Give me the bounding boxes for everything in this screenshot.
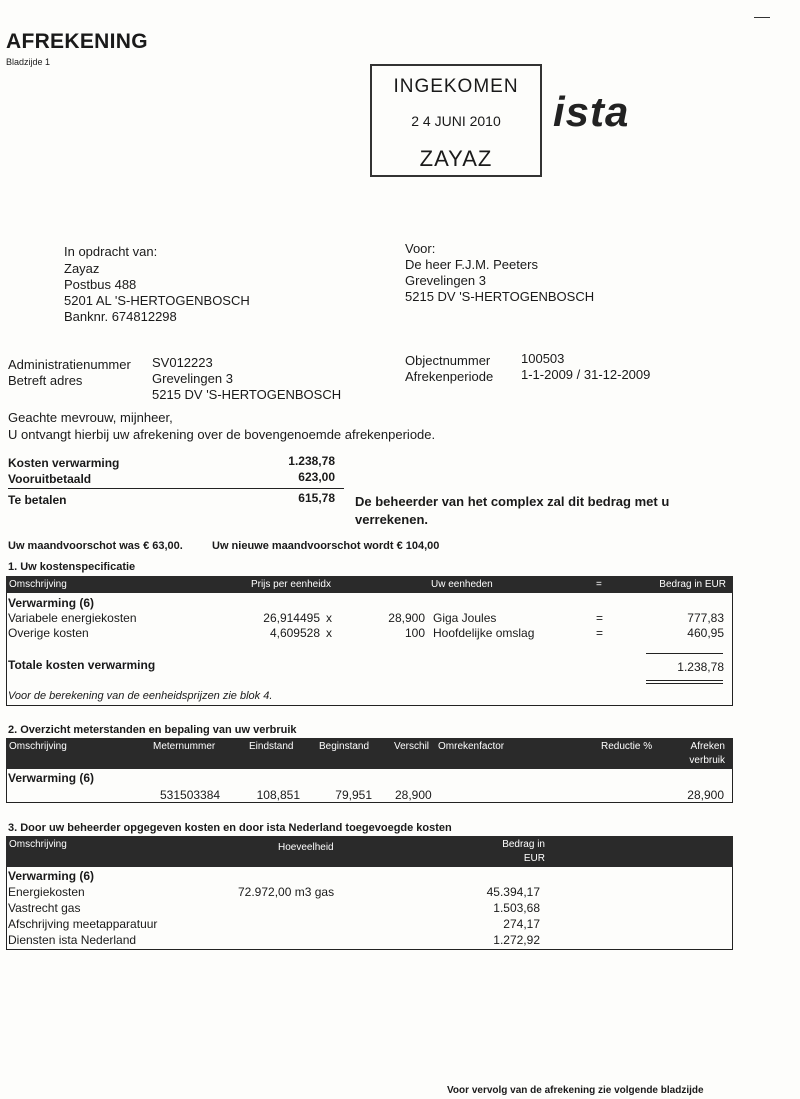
s3-row1-qty: 72.972,00 m3 gas [238,885,335,899]
section1-group: Verwarming (6) [8,596,95,610]
recipient-city: 5215 DV 'S-HERTOGENBOSCH [405,289,595,304]
section3-title: 3. Door uw beheerder opgegeven kosten en door ista Nederland toegevoegde kosten [8,822,452,834]
row2-price: 4,609528 [269,626,320,640]
period-value: 1-1-2009 / 31-12-2009 [521,367,651,382]
col-unit-price: Prijs per eenheid [250,579,326,590]
page-number: Bladzijde 1 [6,57,51,67]
cost-specification-table [6,576,733,706]
recipient-label: Voor: [405,241,436,256]
begin-reading: 79,951 [335,788,372,802]
row2-unit: Hoofdelijke omslag [433,626,535,640]
recipient-name: De heer F.J.M. Peeters [405,257,538,272]
col3-amount1: Bedrag in [502,839,545,850]
col2-begin: Beginstand [319,741,370,752]
col2-settle2: verbruik [689,755,725,766]
col2-reduction: Reductie % [601,741,653,752]
row1-unit: Giga Joules [433,611,497,625]
heating-costs-label: Kosten verwarming [8,456,120,470]
row2-eq: = [596,626,604,640]
col2-diff: Verschil [394,741,430,752]
amount-due-value: 615,78 [298,491,335,505]
s3-row4-desc: Diensten ista Nederland [8,933,137,947]
section3-group: Verwarming (6) [8,869,95,883]
meter-number: 531503384 [160,788,221,802]
address-line1: Grevelingen 3 [152,371,233,386]
ista-logo: ista [553,88,630,135]
s3-row1-desc: Energiekosten [8,885,85,899]
stamp-date: 2 4 JUNI 2010 [411,113,501,129]
double-rule-1 [646,680,723,681]
s3-row1-amount: 45.394,17 [486,885,540,899]
s3-row2-amount: 1.503,68 [493,901,540,915]
col-units: Uw eenheden [431,579,493,590]
col2-settle1: Afreken [690,741,725,752]
row1-amount: 777,83 [687,611,724,625]
col2-end: Eindstand [249,741,294,752]
row2-amount: 460,95 [687,626,724,640]
section2-header [6,738,733,769]
sender-po: Postbus 488 [64,277,137,292]
old-advance: Uw maandvoorschot was € 63,00. [8,540,183,552]
sender-city: 5201 AL 'S-HERTOGENBOSCH [64,293,250,308]
summary-divider [8,488,344,489]
double-rule-2 [646,683,723,684]
address-line2: 5215 DV 'S-HERTOGENBOSCH [152,387,342,402]
admin-number-value: SV012223 [152,355,213,370]
heating-costs-value: 1.238,78 [288,454,335,468]
settlement-note-line1: De beheerder van het complex zal dit bedrag met u [355,494,670,509]
col2-meter: Meternummer [153,741,216,752]
difference: 28,900 [395,788,432,802]
col3-quantity: Hoeveelheid [278,842,334,853]
greeting: Geachte mevrouw, mijnheer, [8,410,173,425]
footer-note: Voor vervolg van de afrekening zie volgende bladzijde [447,1085,704,1096]
s3-row4-amount: 1.272,92 [493,933,540,947]
corner-mark [754,17,770,18]
col3-amount2: EUR [523,853,545,864]
col-amount: Bedrag in EUR [659,579,726,590]
col-description: Omschrijving [9,579,67,590]
received-stamp [370,64,542,177]
col2-factor: Omrekenfactor [438,741,505,752]
sender-bank: Banknr. 674812298 [64,309,177,324]
section1-title: 1. Uw kostenspecificatie [8,561,136,573]
document-title: AFREKENING [6,30,148,53]
section1-total-value: 1.238,78 [677,660,724,674]
object-number-value: 100503 [521,351,565,366]
amount-due-label: Te betalen [8,493,67,507]
end-reading: 108,851 [256,788,300,802]
new-advance: Uw nieuwe maandvoorschot wordt € 104,00 [212,540,440,552]
stamp-line3: ZAYAZ [419,146,493,171]
col-equals: = [596,579,602,590]
sender-label: In opdracht van: [64,244,158,259]
s3-row2-desc: Vastrecht gas [8,901,81,915]
section1-header [6,576,733,593]
total-rule [646,653,723,654]
settled-usage: 28,900 [687,788,724,802]
section2-group: Verwarming (6) [8,771,95,785]
address-label: Betreft adres [8,373,83,388]
s3-row3-desc: Afschrijving meetapparatuur [8,917,158,931]
stamp-line1: INGEKOMEN [393,76,519,97]
row2-qty: 100 [404,626,425,640]
section3-header [6,836,733,867]
col3-description: Omschrijving [9,839,67,850]
settlement-note-line2: verrekenen. [355,512,428,527]
recipient-street: Grevelingen 3 [405,273,486,288]
admin-number-label: Administratienummer [8,357,131,372]
row1-price: 26,914495 [263,611,320,625]
prepaid-value: 623,00 [298,470,335,484]
row1-desc: Variabele energiekosten [8,611,137,625]
sender-name: Zayaz [64,261,100,276]
row1-qty: 28,900 [388,611,425,625]
period-label: Afrekenperiode [405,369,494,384]
section1-total-label: Totale kosten verwarming [8,658,156,672]
row1-x: x [326,611,332,625]
row1-eq: = [596,611,604,625]
object-number-label: Objectnummer [405,353,491,368]
prepaid-label: Vooruitbetaald [8,472,92,486]
col-x: x [326,579,331,590]
s3-row3-amount: 274,17 [503,917,540,931]
section2-title: 2. Overzicht meterstanden en bepaling van uw verbruik [8,724,297,736]
row2-desc: Overige kosten [8,626,89,640]
intro-text: U ontvangt hierbij uw afrekening over de bovengenoemde afrekenperiode. [8,427,436,442]
section1-footnote: Voor de berekening van de eenheidsprijzen zie blok 4. [8,690,273,702]
row2-x: x [326,626,332,640]
col2-description: Omschrijving [9,741,67,752]
